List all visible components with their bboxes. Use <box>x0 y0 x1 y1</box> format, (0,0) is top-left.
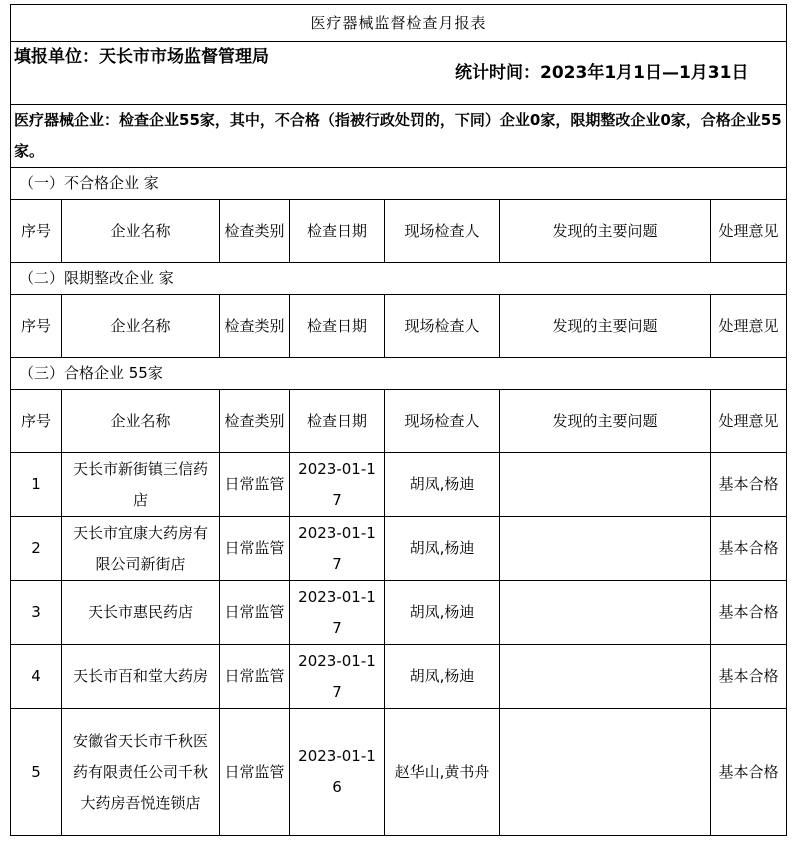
header-no: 序号 <box>11 200 62 263</box>
row-no: 2 <box>11 517 62 581</box>
header-date: 检查日期 <box>290 390 385 453</box>
row-company: 天长市宜康大药房有限公司新街店 <box>62 517 220 581</box>
header-opinion: 处理意见 <box>711 200 787 263</box>
row-category: 日常监管 <box>220 453 290 517</box>
row-inspectors: 胡凤,杨迪 <box>385 517 500 581</box>
row-no: 4 <box>11 645 62 709</box>
row-category: 日常监管 <box>220 581 290 645</box>
row-company: 天长市百和堂大药房 <box>62 645 220 709</box>
row-company: 天长市新街镇三信药店 <box>62 453 220 517</box>
table-row <box>11 645 787 709</box>
row-date: 2023-01-17 <box>290 453 385 517</box>
header-date: 检查日期 <box>290 295 385 358</box>
table-row <box>11 709 787 836</box>
header-no: 序号 <box>11 390 62 453</box>
table-row <box>11 581 787 645</box>
row-opinion: 基本合格 <box>711 581 787 645</box>
row-problems <box>500 581 711 645</box>
row-no: 5 <box>11 709 62 836</box>
row-inspectors: 赵华山,黄书舟 <box>385 709 500 836</box>
section-rectification: （二）限期整改企业 家 <box>11 263 787 295</box>
row-opinion: 基本合格 <box>711 453 787 517</box>
row-problems <box>500 453 711 517</box>
table-header-row <box>11 295 787 358</box>
header-category: 检查类别 <box>220 390 290 453</box>
report-title: 医疗器械监督检查月报表 <box>11 5 787 42</box>
header-problems: 发现的主要问题 <box>500 200 711 263</box>
summary-text: 医疗器械企业：检查企业55家，其中，不合格（指被行政处罚的，下同）企业0家，限期整改企业0家，合格企业55家。 <box>11 105 787 168</box>
row-company: 天长市惠民药店 <box>62 581 220 645</box>
report-table <box>10 4 787 836</box>
header-opinion: 处理意见 <box>711 390 787 453</box>
header-problems: 发现的主要问题 <box>500 390 711 453</box>
report-sheet <box>10 4 786 836</box>
row-date: 2023-01-17 <box>290 517 385 581</box>
row-category: 日常监管 <box>220 517 290 581</box>
row-problems <box>500 709 711 836</box>
header-inspectors: 现场检查人 <box>385 200 500 263</box>
row-date: 2023-01-17 <box>290 645 385 709</box>
reporting-unit: 填报单位：天长市市场监督管理局 <box>14 47 269 67</box>
header-category: 检查类别 <box>220 200 290 263</box>
row-category: 日常监管 <box>220 709 290 836</box>
row-problems <box>500 645 711 709</box>
row-date: 2023-01-16 <box>290 709 385 836</box>
row-inspectors: 胡凤,杨迪 <box>385 645 500 709</box>
table-row <box>11 453 787 517</box>
section-qualified: （三）合格企业 55家 <box>11 358 787 390</box>
header-opinion: 处理意见 <box>711 295 787 358</box>
header-no: 序号 <box>11 295 62 358</box>
table-header-row <box>11 200 787 263</box>
statistics-period: 统计时间：2023年1月1日—1月31日 <box>455 62 749 83</box>
section-unqualified: （一）不合格企业 家 <box>11 168 787 200</box>
header-company: 企业名称 <box>62 200 220 263</box>
row-category: 日常监管 <box>220 645 290 709</box>
report-info <box>11 42 787 105</box>
table-row <box>11 517 787 581</box>
row-company: 安徽省天长市千秋医药有限责任公司千秋大药房吾悦连锁店 <box>62 709 220 836</box>
row-problems <box>500 517 711 581</box>
row-no: 1 <box>11 453 62 517</box>
header-inspectors: 现场检查人 <box>385 295 500 358</box>
table-header-row <box>11 390 787 453</box>
row-inspectors: 胡凤,杨迪 <box>385 581 500 645</box>
header-date: 检查日期 <box>290 200 385 263</box>
header-company: 企业名称 <box>62 295 220 358</box>
row-date: 2023-01-17 <box>290 581 385 645</box>
header-problems: 发现的主要问题 <box>500 295 711 358</box>
header-category: 检查类别 <box>220 295 290 358</box>
row-no: 3 <box>11 581 62 645</box>
row-opinion: 基本合格 <box>711 517 787 581</box>
header-inspectors: 现场检查人 <box>385 390 500 453</box>
row-inspectors: 胡凤,杨迪 <box>385 453 500 517</box>
header-company: 企业名称 <box>62 390 220 453</box>
row-opinion: 基本合格 <box>711 709 787 836</box>
row-opinion: 基本合格 <box>711 645 787 709</box>
